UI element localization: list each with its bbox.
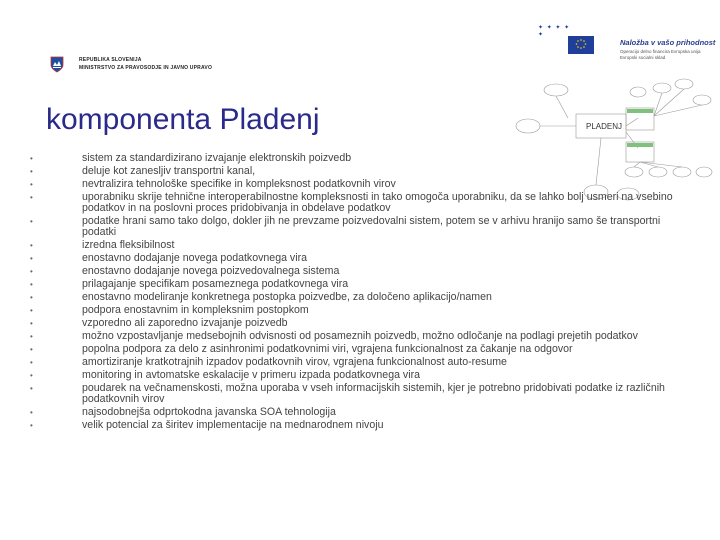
eu-slogan: Naložba v vašo prihodnost (620, 38, 716, 47)
diagram-center-label: PLADENJ (586, 122, 623, 131)
bullet-icon: • (30, 154, 33, 163)
bullet-icon: • (30, 267, 33, 276)
list-item (30, 318, 690, 329)
bullet-icon: • (30, 421, 33, 430)
list-item (30, 370, 690, 381)
bullet-icon: • (30, 306, 33, 315)
bullet-icon: • (30, 280, 33, 289)
bullet-icon: • (30, 408, 33, 417)
list-item-text: popolna podpora za delo z asinhronimi podatkovnimi viri, vgrajena funkcionalnost za čakanje na odgovor (82, 343, 573, 355)
bullet-icon: • (30, 167, 33, 176)
list-item (30, 383, 690, 405)
list-item (30, 153, 690, 164)
eu-flag-icon (568, 36, 594, 54)
list-item-text: podpora enostavnim in kompleksnim postopkom (82, 304, 309, 316)
bullet-icon: • (30, 345, 33, 354)
page-title: komponenta Pladenj (46, 103, 320, 136)
list-item-text: poudarek na večnamenskosti, možna uporaba v vseh informacijskih sistemih, kjer je potrebno pridobivati podatke iz različnih podatkovnih virov (82, 382, 665, 405)
list-item-text: velik potencial za širitev implementacije na mednarodnem nivoju (82, 419, 384, 431)
list-item-text: možno vzpostavljanje medsebojnih odvisnosti od posameznih poizvedb, možno odločanje na podlagi prejetih podatkov (82, 330, 638, 342)
list-item (30, 357, 690, 368)
government-line1: REPUBLIKA SLOVENIJA (79, 57, 142, 63)
list-item (30, 292, 690, 303)
list-item-text: enostavno dodajanje novega podatkovnega vira (82, 252, 307, 264)
list-item (30, 166, 690, 177)
list-item-text: uporabniku skrije tehnične interoperabilnostne kompleksnosti in tako omogoča uporabniku, da se lahko bolj usmeri na vsebino podatkov in na poslovni proces pridobivanja in obdelave podatkov (82, 191, 673, 214)
bullet-icon: • (30, 293, 33, 302)
government-line2: MINISTRSTVO ZA PRAVOSODJE IN JAVNO UPRAVO (79, 65, 213, 71)
feature-list (30, 153, 690, 433)
bullet-icon: • (30, 241, 33, 250)
bullet-icon: • (30, 332, 33, 341)
list-item (30, 240, 690, 251)
list-item-text: izredna fleksibilnost (82, 239, 175, 251)
slovenia-coat-of-arms-icon (50, 56, 64, 73)
list-item-text: sistem za standardizirano izvajanje elektronskih poizvedb (82, 152, 352, 164)
bullet-icon: • (30, 358, 33, 367)
list-item-text: amortiziranje kratkotrajnih izpadov podatkovnih virov, vgrajena funkcionalnost auto-resume (82, 356, 507, 368)
list-item-text: vzporedno ali zaporedno izvajanje poizvedb (82, 317, 288, 329)
list-item-text: enostavno dodajanje novega poizvedovalnega sistema (82, 265, 340, 277)
bullet-icon: • (30, 319, 33, 328)
list-item (30, 407, 690, 418)
list-item (30, 331, 690, 342)
list-item (30, 344, 690, 355)
list-item (30, 216, 690, 238)
list-item (30, 266, 690, 277)
list-item-text: prilagajanje specifikam posameznega podatkovnega vira (82, 278, 349, 290)
list-item-text: najsodobnejša odprtokodna javanska SOA tehnologija (82, 406, 336, 418)
list-item-text: deluje kot zanesljiv transportni kanal, (82, 165, 256, 177)
stars-decoration-icon: ✦ ✦ ✦ ✦ ✦ (538, 25, 571, 38)
list-item (30, 179, 690, 190)
list-item-text: podatke hrani samo tako dolgo, dokler jih ne prevzame poizvedovalni sistem, potem se v arhivu hranijo samo še transportni podatki (82, 215, 661, 238)
list-item (30, 279, 690, 290)
list-item (30, 420, 690, 431)
bullet-icon: • (30, 371, 33, 380)
list-item (30, 253, 690, 264)
bullet-icon: • (30, 254, 33, 263)
bullet-icon: • (30, 193, 33, 202)
government-label (79, 56, 212, 72)
list-item (30, 305, 690, 316)
bullet-icon: • (30, 384, 33, 393)
list-item-text: nevtralizira tehnološke specifike in kompleksnost podatkovnih virov (82, 178, 396, 190)
list-item-text: enostavno modeliranje konkretnega postopka poizvedbe, za določeno aplikacijo/namen (82, 291, 492, 303)
bullet-icon: • (30, 217, 33, 226)
eu-funding-logo (538, 22, 718, 70)
list-item (30, 192, 690, 214)
bullet-icon: • (30, 180, 33, 189)
list-item-text: monitoring in avtomatske eskalacije v primeru izpada podatkovnega vira (82, 369, 420, 381)
eu-subtitle: Operacijo delno financira Evropska unija Evropski socialni sklad (620, 49, 701, 60)
